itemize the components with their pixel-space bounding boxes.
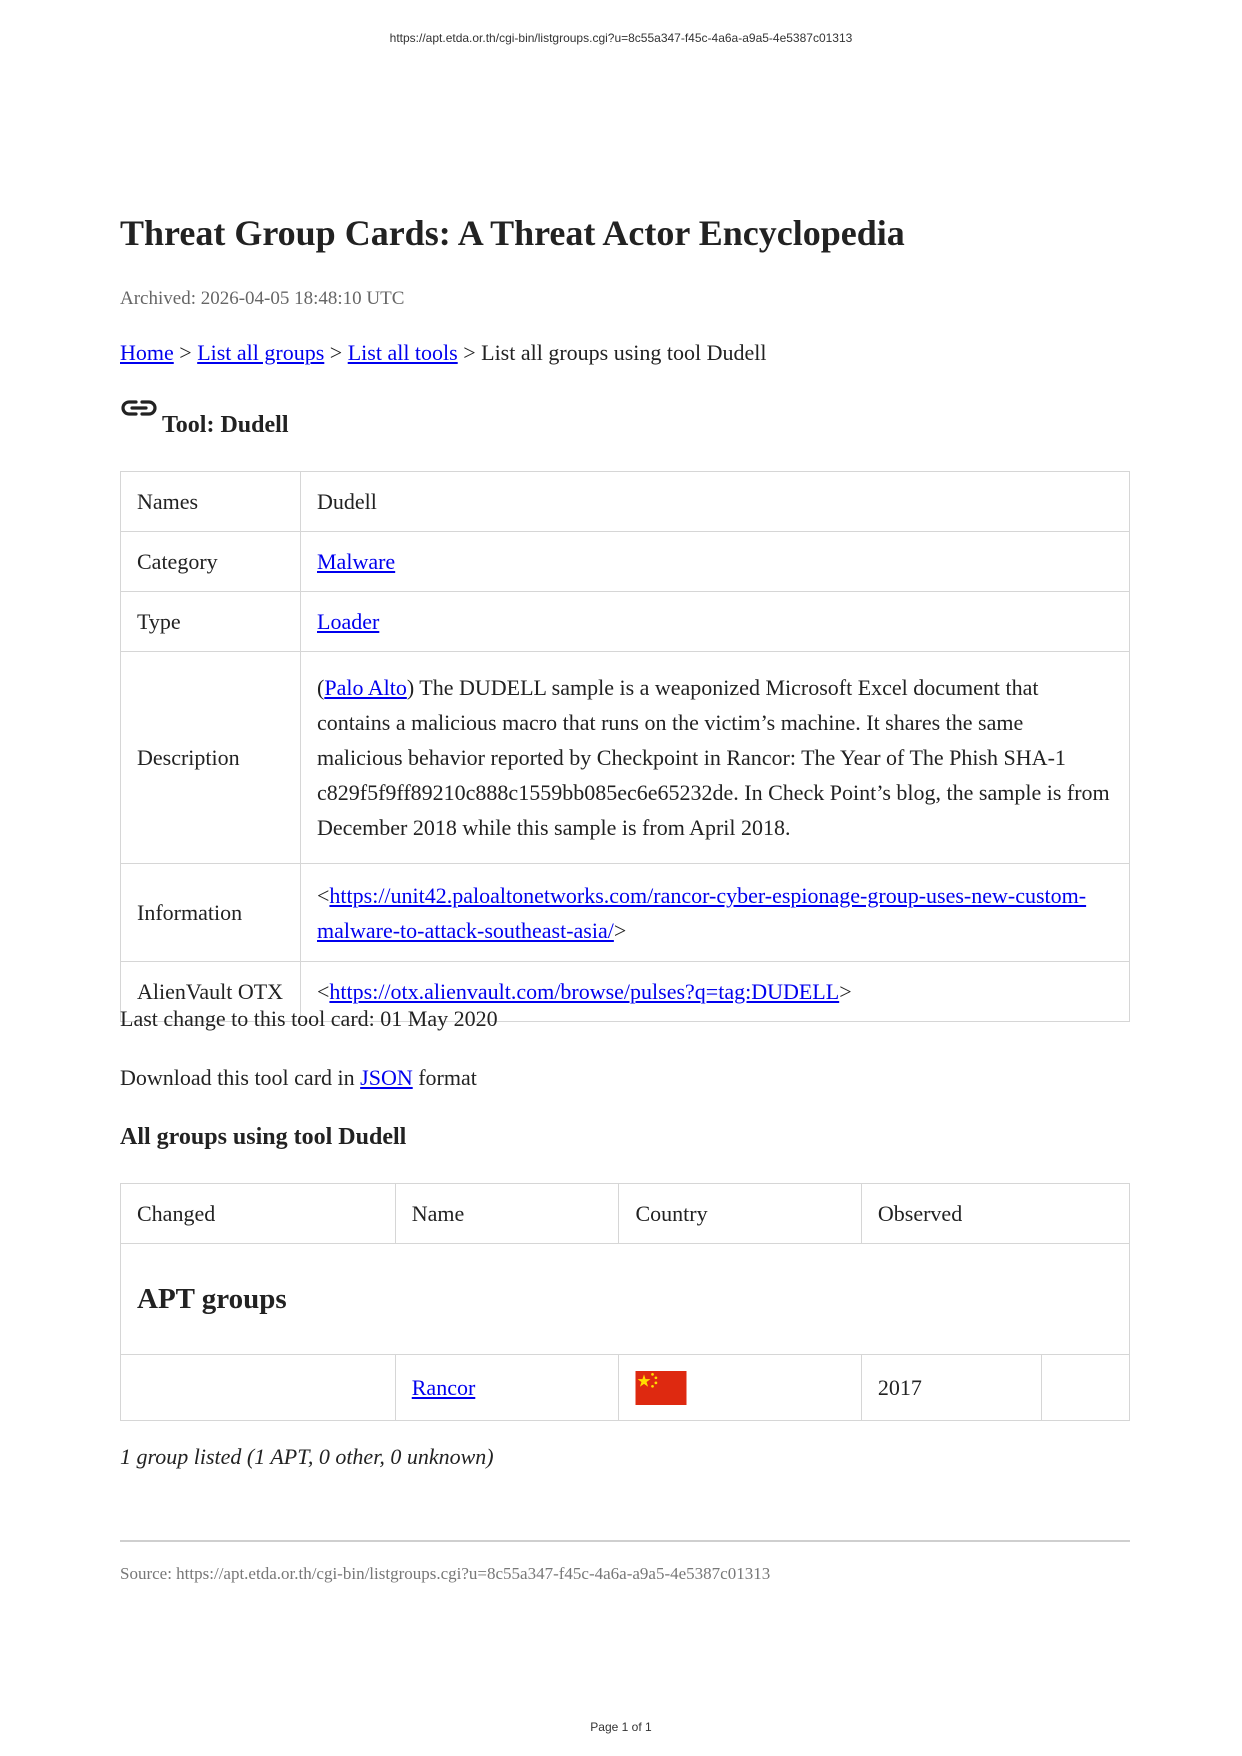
names-label: Names: [121, 472, 301, 532]
table-header-row: [121, 1184, 1130, 1244]
groups-heading: All groups using tool Dudell: [120, 1124, 407, 1150]
page-title: Threat Group Cards: A Threat Actor Encyclopedia: [120, 213, 905, 253]
table-row: [121, 472, 1130, 532]
information-label: Information: [121, 864, 301, 962]
download-line: [120, 1065, 477, 1091]
print-header-url: https://apt.etda.or.th/cgi-bin/listgroups.cgi?u=8c55a347-f45c-4a6a-a9a5-4e5387c01313: [389, 31, 853, 45]
column-header-name: Name: [395, 1184, 619, 1244]
page-number: Page 1 of 1: [590, 1720, 652, 1734]
category-label: Category: [121, 532, 301, 592]
link-icon: [120, 396, 158, 422]
information-link[interactable]: https://unit42.paloaltonetworks.com/rancor-cyber-espionage-group-uses-new-custom-malware-to-attack-southeast-asia/: [317, 882, 1087, 943]
breadcrumb-list-tools-link[interactable]: List all tools: [347, 340, 458, 365]
column-header-changed: Changed: [121, 1184, 396, 1244]
breadcrumb-separator: >: [324, 340, 348, 365]
china-flag-icon: [635, 1371, 687, 1405]
groups-summary: 1 group listed (1 APT, 0 other, 0 unknown): [120, 1444, 494, 1469]
type-link[interactable]: Loader: [317, 609, 380, 634]
download-suffix: format: [412, 1065, 477, 1090]
tool-heading: [120, 400, 288, 439]
description-paren: (: [317, 675, 325, 700]
otx-label: AlienVault OTX: [121, 962, 301, 1022]
download-prefix: Download this tool card in: [120, 1065, 361, 1090]
otx-link[interactable]: https://otx.alienvault.com/browse/pulses?q=tag:DUDELL: [329, 979, 840, 1004]
table-row: [121, 652, 1130, 864]
table-row: [121, 532, 1130, 592]
table-row: [121, 1355, 1130, 1421]
section-heading-apt: APT groups: [121, 1244, 1130, 1355]
divider: [120, 1540, 1130, 1542]
cell-name: [395, 1355, 619, 1421]
names-value: Dudell: [301, 472, 1130, 532]
table-row: [121, 864, 1130, 962]
column-header-observed: Observed: [861, 1184, 1129, 1244]
information-lt: <: [317, 882, 330, 908]
source-url: Source: https://apt.etda.or.th/cgi-bin/listgroups.cgi?u=8c55a347-f45c-4a6a-a9a5-4e5387c01313: [120, 1564, 771, 1583]
cell-empty: [1042, 1355, 1130, 1421]
otx-gt: >: [839, 979, 852, 1004]
tool-heading-text: Tool: Dudell: [162, 412, 289, 438]
breadcrumb-separator: >: [173, 340, 198, 365]
breadcrumb: [120, 340, 767, 366]
description-text: ) The DUDELL sample is a weaponized Microsoft Excel document that contains a malicious macro that runs on the victim’s machine. It shares the same malicious behavior reported by Checkpoint in Rancor: The Year of The Phish SHA-1 c829f5f9ff89210c888c1559bb085ec6e65232de. In Check Point’s blog, the sample is from December 2018 while this sample is from April 2018.: [317, 675, 1110, 840]
last-change-text: Last change to this tool card: 01 May 2020: [120, 1006, 498, 1031]
group-link-rancor[interactable]: Rancor: [411, 1374, 476, 1400]
category-cell: [301, 532, 1130, 592]
information-cell: [301, 864, 1130, 962]
download-json-link[interactable]: JSON: [360, 1065, 413, 1090]
column-header-country: Country: [619, 1184, 861, 1244]
type-cell: [301, 592, 1130, 652]
table-row: [121, 592, 1130, 652]
breadcrumb-current: > List all groups using tool Dudell: [457, 340, 767, 365]
description-cell: [301, 652, 1130, 864]
type-label: Type: [121, 592, 301, 652]
cell-observed: 2017: [861, 1355, 1041, 1421]
cell-country: [619, 1355, 861, 1421]
cell-changed: [121, 1355, 396, 1421]
archived-timestamp: Archived: 2026-04-05 18:48:10 UTC: [120, 288, 405, 309]
tool-info-table: [120, 471, 1130, 1022]
description-source-link[interactable]: Palo Alto: [324, 675, 407, 700]
groups-table: [120, 1183, 1130, 1421]
otx-lt: <: [317, 979, 330, 1004]
breadcrumb-home-link[interactable]: Home: [120, 340, 174, 365]
section-row: [121, 1244, 1130, 1355]
information-gt: >: [613, 917, 627, 943]
description-label: Description: [121, 652, 301, 864]
category-link[interactable]: Malware: [317, 549, 396, 574]
breadcrumb-list-groups-link[interactable]: List all groups: [197, 340, 325, 365]
